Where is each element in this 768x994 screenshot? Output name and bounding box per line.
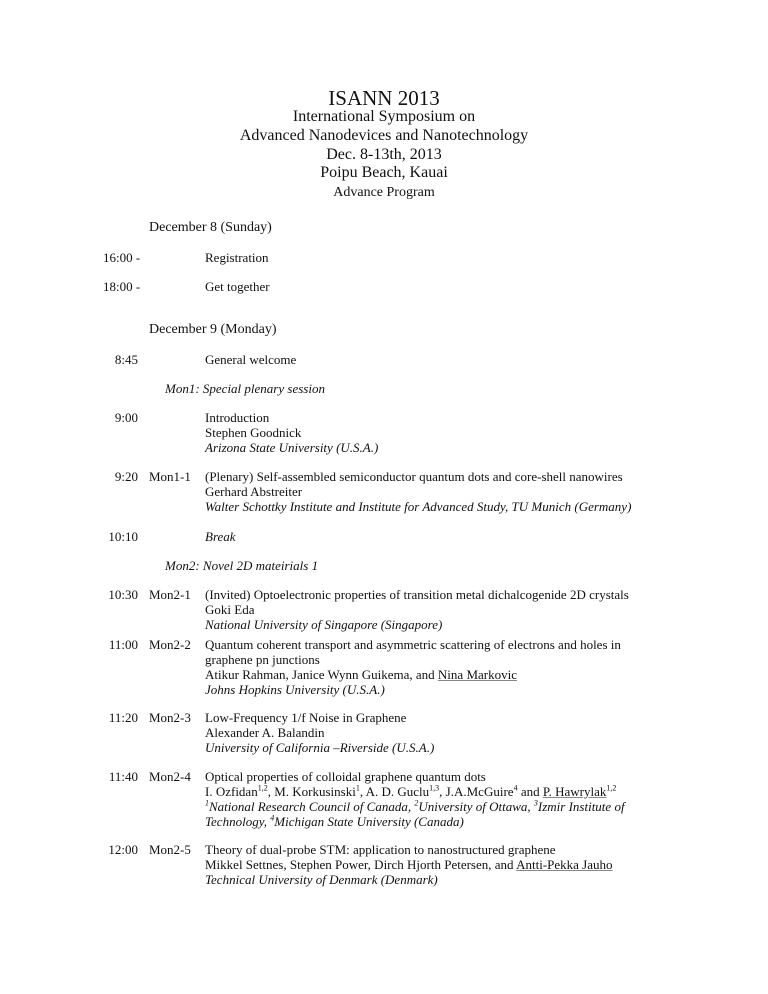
affil-mark: 1,3 — [429, 783, 440, 793]
time: 11:00 — [108, 637, 138, 652]
time: 8:45 — [114, 352, 138, 367]
affil-mark: 1,2 — [606, 783, 617, 793]
affiliation-part: Izmir Institute of — [537, 799, 625, 814]
header-line: International Symposium on — [292, 108, 476, 125]
presenter: Nina Markovic — [437, 667, 517, 682]
presenter: Antti-Pekka Jauho — [516, 857, 613, 872]
affiliation: University of California –Riverside (U.S.A.) — [205, 740, 435, 755]
talk-title-cont: graphene pn junctions — [205, 652, 320, 667]
affil-mark: 4 — [270, 813, 275, 823]
affil-mark: 2 — [414, 798, 419, 808]
speakers — [205, 667, 517, 682]
affil-mark: 1 — [355, 783, 360, 793]
header-line: Poipu Beach, Kauai — [320, 164, 448, 181]
conjunction: and — [517, 784, 543, 799]
author: , M. Korkusinski — [267, 784, 356, 799]
page-title: ISANN 2013 — [328, 86, 440, 110]
affiliation: Technical University of Denmark (Denmark) — [205, 872, 438, 887]
presenter: P. Hawrylak — [542, 784, 607, 799]
page-subtitle: Advance Program — [333, 185, 435, 200]
header-line: Dec. 8-13th, 2013 — [326, 146, 442, 163]
talk-code: Mon2-3 — [149, 710, 191, 725]
event-title: General welcome — [205, 352, 297, 367]
affil-mark: 4 — [513, 783, 518, 793]
affiliation — [205, 799, 625, 814]
affiliation: Arizona State University (U.S.A.) — [205, 440, 379, 455]
affiliation: Johns Hopkins University (U.S.A.) — [205, 682, 385, 697]
time: 10:30 — [108, 587, 138, 602]
affiliation-part: Michigan State University (Canada) — [274, 814, 464, 829]
talk-title: Theory of dual-probe STM: application to nanostructured graphene — [205, 842, 556, 857]
affiliation-cont — [205, 814, 464, 829]
talk-code: Mon2-2 — [149, 637, 191, 652]
time: 9:00 — [114, 410, 138, 425]
authors: Atikur Rahman, Janice Wynn Guikema, and — [205, 667, 438, 682]
header-line: Advanced Nanodevices and Nanotechnology — [239, 127, 529, 144]
event-title: Registration — [205, 250, 269, 265]
affiliation-part: University of Ottawa, — [418, 799, 534, 814]
author: , J.A.McGuire — [439, 784, 514, 799]
talk-code: Mon2-4 — [149, 769, 191, 784]
author: I. Ozfidan — [205, 784, 258, 799]
talk-code: Mon1-1 — [149, 469, 191, 484]
affiliation-part: Technology, — [205, 814, 271, 829]
affiliation-part: National Research Council of Canada, — [209, 799, 415, 814]
time: 9:20 — [114, 469, 138, 484]
time: 18:00 - — [103, 279, 141, 294]
speaker: Gerhard Abstreiter — [205, 484, 303, 499]
talk-code: Mon2-1 — [149, 587, 191, 602]
affil-mark: 1 — [205, 798, 209, 808]
author: , A. D. Guclu — [359, 784, 430, 799]
event-title: Introduction — [205, 410, 270, 425]
time: 12:00 — [108, 842, 138, 857]
speaker: Goki Eda — [205, 602, 255, 617]
speaker: Stephen Goodnick — [205, 425, 302, 440]
day-heading: December 9 (Monday) — [149, 322, 277, 337]
time: 11:40 — [108, 769, 138, 784]
authors: Mikkel Settnes, Stephen Power, Dirch Hjorth Petersen, and — [205, 857, 517, 872]
time: 16:00 - — [103, 250, 141, 265]
speakers — [205, 857, 612, 872]
affiliation: Walter Schottky Institute and Institute for Advanced Study, TU Munich (Germany) — [205, 499, 632, 514]
talk-code: Mon2-5 — [149, 842, 191, 857]
talk-title: (Plenary) Self-assembled semiconductor quantum dots and core-shell nanowires — [205, 469, 623, 484]
time: 11:20 — [108, 710, 138, 725]
talk-title: Optical properties of colloidal graphene quantum dots — [205, 769, 486, 784]
day-heading: December 8 (Sunday) — [149, 220, 272, 235]
session-label: Mon2: Novel 2D mateirials 1 — [165, 558, 319, 573]
event-title: Get together — [205, 279, 270, 294]
session-label: Mon1: Special plenary session — [165, 381, 325, 396]
talk-title: (Invited) Optoelectronic properties of transition metal dichalcogenide 2D crystals — [205, 587, 629, 602]
affil-mark: 3 — [533, 798, 538, 808]
talk-title: Low-Frequency 1/f Noise in Graphene — [205, 710, 407, 725]
affiliation: National University of Singapore (Singapore) — [205, 617, 443, 632]
break-label: Break — [205, 529, 236, 544]
speaker: Alexander A. Balandin — [205, 725, 325, 740]
speakers — [205, 784, 616, 799]
affil-mark: 1,2 — [257, 783, 268, 793]
talk-title: Quantum coherent transport and asymmetric scattering of electrons and holes in — [205, 637, 621, 652]
time: 10:10 — [108, 529, 138, 544]
